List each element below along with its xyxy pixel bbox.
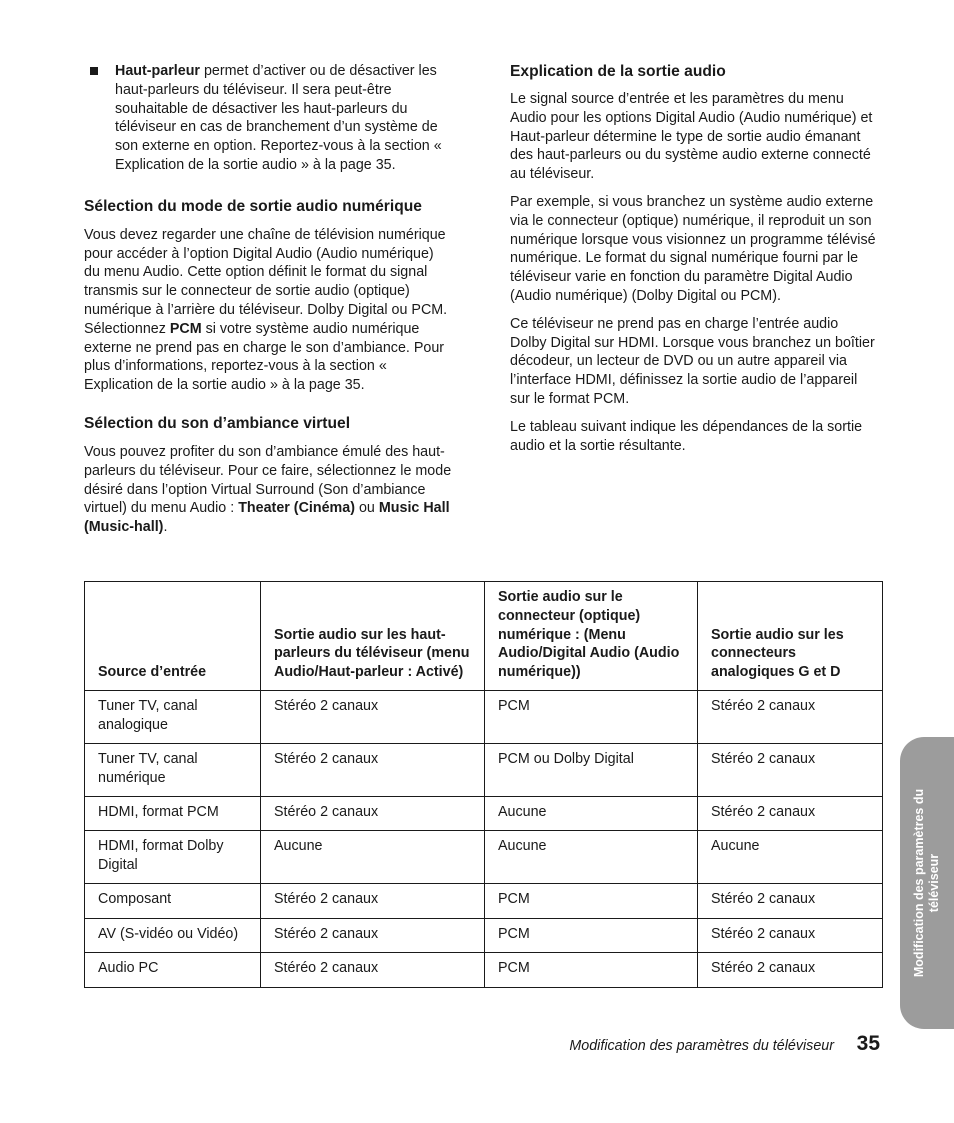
table-cell: Stéréo 2 canaux — [261, 691, 485, 744]
table-cell: Stéréo 2 canaux — [698, 884, 883, 919]
table-row — [85, 953, 883, 988]
speaker-bullet-term: Haut-parleur — [115, 63, 200, 79]
page-number: 35 — [856, 1032, 880, 1055]
table-cell: Stéréo 2 canaux — [698, 953, 883, 988]
table-cell: PCM — [485, 884, 698, 919]
table-cell: Stéréo 2 canaux — [698, 691, 883, 744]
audio-dependency-table — [84, 581, 883, 988]
table-cell: AV (S-vidéo ou Vidéo) — [85, 919, 261, 953]
virtual-surround-text-1: Vous pouvez profiter du son d’ambiance émulé des haut-parleurs du téléviseur. Pour ce faire, sélectionnez le mode désiré dans l’option Virtual Surround (Son d’ambiance virtuel) du menu Audio : — [84, 443, 452, 517]
table-cell: Stéréo 2 canaux — [261, 919, 485, 953]
table-cell: PCM ou Dolby Digital — [485, 744, 698, 797]
digital-audio-text-2: si votre système audio numérique externe ne prend pas en charge le son d’ambiance. Pour plus d’informations, reportez-vous à la section « Explication de la sortie audio » à la page 35. — [84, 320, 445, 394]
table-header-row — [85, 582, 883, 691]
table-cell: Stéréo 2 canaux — [261, 744, 485, 797]
table-cell: HDMI, format PCM — [85, 797, 261, 831]
table-cell: Audio PC — [85, 953, 261, 988]
table-row — [85, 744, 883, 797]
table-cell: PCM — [485, 919, 698, 953]
audio-output-paragraph-2: Par exemple, si vous branchez un système audio externe via le connecteur (optique) numérique, il reproduit un son numérique lorsque vous visionnez un programme télévisé numérique. Le format du signal numérique fourni par le téléviseur varie en fonction du paramètre Digital Audio (Audio numérique) (Dolby Digital ou PCM). — [510, 193, 876, 304]
table-cell: Stéréo 2 canaux — [261, 884, 485, 919]
speaker-bullet — [84, 62, 452, 175]
digital-audio-heading: Sélection du mode de sortie audio numérique — [84, 197, 422, 215]
digital-audio-text-1: Vous devez regarder une chaîne de télévision numérique pour accéder à l’option Digital Audio (Audio numérique) du menu Audio. Cette option définit le format du signal transmis sur le connecteur de sortie audio (optique) numérique à l’arrière du téléviseur. Dolby Digital ou PCM. Sélectionnez — [84, 226, 448, 337]
digital-audio-paragraph — [84, 226, 452, 395]
table-row — [85, 797, 883, 831]
virtual-surround-text-2: ou — [354, 500, 379, 517]
table-cell: Stéréo 2 canaux — [698, 919, 883, 953]
chapter-side-tab-label — [912, 789, 942, 977]
table-cell: Stéréo 2 canaux — [698, 797, 883, 831]
table-row — [85, 831, 883, 884]
table-cell: Composant — [85, 884, 261, 919]
table-cell: HDMI, format Dolby Digital — [85, 831, 261, 884]
table-row — [85, 691, 883, 744]
chapter-side-tab-line-2: téléviseur — [927, 853, 941, 913]
audio-output-heading: Explication de la sortie audio — [510, 63, 726, 80]
left-column — [84, 62, 452, 537]
table-cell: PCM — [485, 953, 698, 988]
theater-term: Theater (Cinéma) — [238, 500, 355, 517]
table-header-cell: Sortie audio sur les haut-parleurs du téléviseur (menu Audio/Haut-parleur : Activé) — [261, 582, 485, 691]
table-header-cell: Source d’entrée — [85, 582, 261, 691]
table-cell: Stéréo 2 canaux — [261, 953, 485, 988]
chapter-side-tab-line-1: Modification des paramètres du — [912, 788, 926, 978]
virtual-surround-heading: Sélection du son d’ambiance virtuel — [84, 414, 351, 432]
table-cell: PCM — [485, 691, 698, 744]
virtual-surround-paragraph — [84, 443, 452, 537]
table-cell: Aucune — [261, 831, 485, 884]
table-header-cell: Sortie audio sur les connecteurs analogiques G et D — [698, 582, 883, 691]
table-cell: Stéréo 2 canaux — [698, 744, 883, 797]
table-row — [85, 884, 883, 919]
table-cell: Stéréo 2 canaux — [261, 797, 485, 831]
table-header-cell: Sortie audio sur le connecteur (optique) numérique : (Menu Audio/Digital Audio (Audio numérique)) — [485, 582, 698, 691]
speaker-bullet-text: permet d’activer ou de désactiver les haut-parleurs du téléviseur. Il sera peut-être souhaitable de désactiver les haut-parleurs du téléviseur en cas de branchement d’un système de son externe en option. Reportez-vous à la section « Explication de la sortie audio » à la page 35. — [115, 63, 442, 173]
bullet-square-icon — [90, 67, 98, 75]
table-row — [85, 919, 883, 953]
table-cell: Aucune — [698, 831, 883, 884]
table-cell: Aucune — [485, 797, 698, 831]
table-cell: Aucune — [485, 831, 698, 884]
footer-chapter-title: Modification des paramètres du téléviseur — [569, 1038, 834, 1054]
audio-output-paragraph-4: Le tableau suivant indique les dépendances de la sortie audio et la sortie résultante. — [510, 418, 863, 454]
right-column — [510, 62, 878, 455]
table-cell: Tuner TV, canal numérique — [85, 744, 261, 797]
table-cell: Tuner TV, canal analogique — [85, 691, 261, 744]
audio-output-paragraph-3: Ce téléviseur ne prend pas en charge l’entrée audio Dolby Digital sur HDMI. Lorsque vous branchez un boîtier décodeur, un lecteur de DVD ou un autre appareil via l’interface HDMI, définissez la sortie audio de l’appareil sur le format PCM. — [510, 315, 875, 407]
virtual-surround-text-3: . — [163, 519, 168, 536]
pcm-term: PCM — [169, 320, 202, 337]
audio-output-paragraph-1: Le signal source d’entrée et les paramètres du menu Audio pour les options Digital Audio (Audio numérique) et Haut-parleur détermine le type de sortie audio émanant des haut-parleurs ou du système audio externe connecté au téléviseur. — [510, 91, 873, 183]
music-hall-term: Music Hall (Music-hall) — [84, 500, 450, 536]
